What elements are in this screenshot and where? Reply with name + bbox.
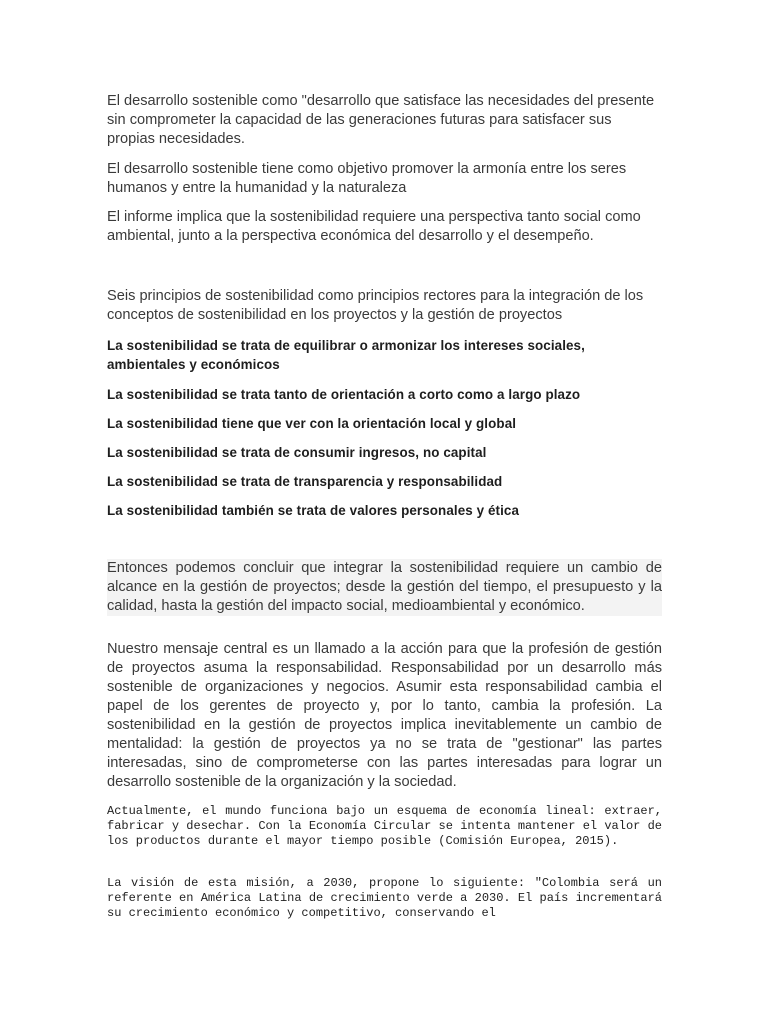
intro-paragraph-1: El desarrollo sostenible como "desarrollo que satisface las necesidades del presente sin comprometer la capacidad de las generaciones futuras para satisfacer sus propias necesidades. bbox=[107, 93, 655, 147]
principle-item: La sostenibilidad se trata de consumir ingresos, no capital bbox=[107, 445, 487, 460]
principle-item: La sostenibilidad se trata tanto de orientación a corto como a largo plazo bbox=[107, 387, 581, 402]
principle-item: La sostenibilidad tiene que ver con la orientación local y global bbox=[107, 416, 517, 431]
principles-intro: Seis principios de sostenibilidad como principios rectores para la integración de los conceptos de sostenibilidad en los proyectos y la gestión de proyectos bbox=[107, 288, 644, 323]
message-paragraph: Nuestro mensaje central es un llamado a la acción para que la profesión de gestión de proyectos asuma la responsabilidad. Responsabilidad por un desarrollo más sostenible de organizaciones y negocios. Asumir esta responsabilidad cambia el papel de los gerentes de proyecto y, por lo tanto, cambia la profesión. La sostenibilidad en la gestión de proyectos implica inevitablemente un cambio de mentalidad: la gestión de proyectos ya no se trata de "gestionar" las partes interesadas, sino de comprometerse con las partes interesadas para lograr un desarrollo sostenible de la organización y la sociedad. bbox=[107, 641, 662, 790]
intro-paragraph-3: El informe implica que la sostenibilidad requiere una perspectiva tanto social como ambiental, junto a la perspectiva económica del desarrollo y el desempeño. bbox=[107, 209, 641, 244]
principle-item: La sostenibilidad se trata de transparencia y responsabilidad bbox=[107, 474, 503, 489]
conclusion-paragraph: Entonces podemos concluir que integrar la sostenibilidad requiere un cambio de alcance en la gestión de proyectos; desde la gestión del tiempo, el presupuesto y la calidad, hasta la gestión del impacto social, medioambiental y económico. bbox=[107, 560, 662, 614]
economy-paragraph: Actualmente, el mundo funciona bajo un esquema de economía lineal: extraer, fabricar y desechar. Con la Economía Circular se intenta mantener el valor de los productos durante el mayor tiempo posible (Comisión Europea, 2015). bbox=[107, 804, 662, 848]
vision-paragraph: La visión de esta misión, a 2030, propone lo siguiente: "Colombia será un referente en América Latina de crecimiento verde a 2030. El país incrementará su crecimiento económico y competitivo, conservando el bbox=[107, 876, 662, 920]
intro-paragraph-2: El desarrollo sostenible tiene como objetivo promover la armonía entre los seres humanos y entre la humanidad y la naturaleza bbox=[107, 161, 627, 196]
principle-item: La sostenibilidad se trata de equilibrar o armonizar los intereses sociales, ambientales y económicos bbox=[107, 338, 585, 372]
principles-list bbox=[107, 336, 662, 520]
principle-item: La sostenibilidad también se trata de valores personales y ética bbox=[107, 503, 519, 518]
